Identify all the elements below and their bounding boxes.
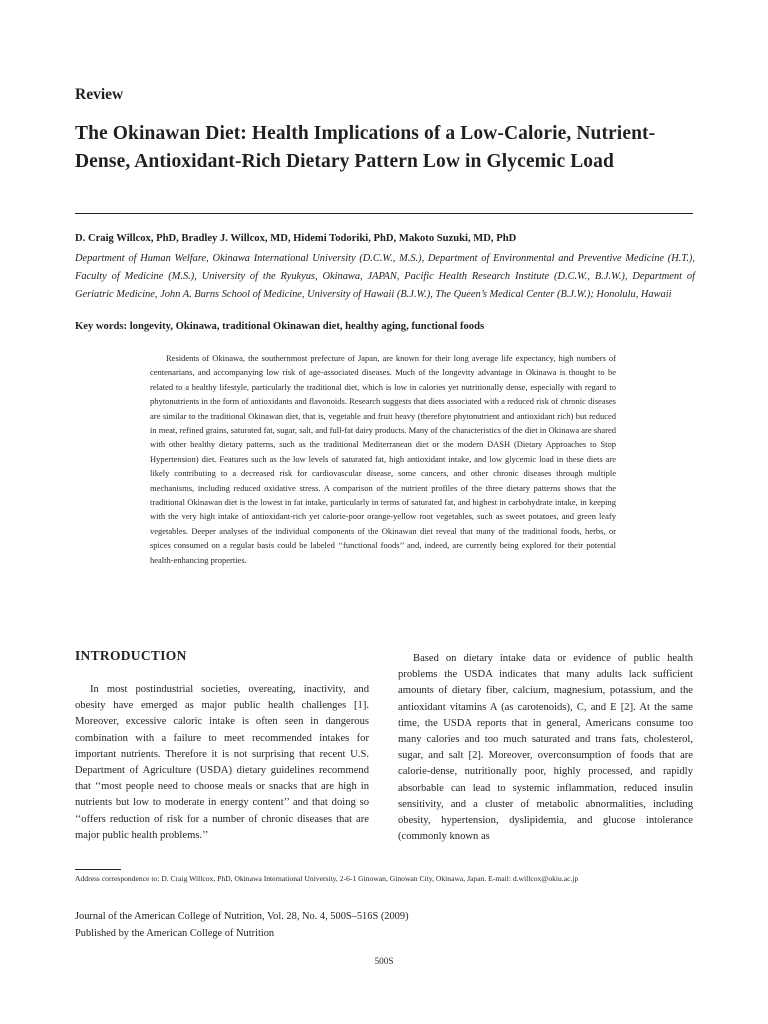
- introduction-paragraph-left: In most postindustrial societies, overeating, inactivity, and obesity have emerged as major public health challenges [1]. Moreover, excessive caloric intake is often seen in dangerous combination with a failure to meet recommended intakes for important nutrients. Therefore it is not surprising that recent U.S. Department of Agriculture (USDA) dietary guidelines recommend that ‘‘most people need to choose meals or snacks that are high in nutrients but low to moderate in energy content’’ and that doing so ‘‘offers reduction of risk for a number of chronic diseases that are major public health problems.’’: [75, 684, 369, 841]
- journal-citation: Journal of the American College of Nutrition, Vol. 28, No. 4, 500S–516S (2009): [75, 911, 409, 922]
- author-list: D. Craig Willcox, PhD, Bradley J. Willcox, MD, Hidemi Todoriki, PhD, Makoto Suzuki, MD, PhD: [75, 233, 517, 244]
- page-number: 500S: [374, 956, 394, 966]
- footnote-divider: [75, 869, 121, 870]
- keywords: Key words: longevity, Okinawa, traditional Okinawan diet, healthy aging, functional foods: [75, 321, 485, 332]
- introduction-paragraph-right: Based on dietary intake data or evidence of public health problems the USDA indicates that many adults lack sufficient amounts of dietary fiber, calcium, magnesium, potassium, and the antioxidant vitamins A (as carotenoids), C, and E [2]. At the same time, the USDA reports that in general, Americans consume too many calories and too much saturated and trans fats, cholesterol, sugar, and salt [2]. Moreover, overconsumption of foods that are calorie-dense, nutritionally poor, highly processed, and rapidly absorbable can lead to systemic inflammation, reduced insulin sensitivity, and a cluster of metabolic abnormalities, including obesity, hypertension, dyslipidemia, and glucose intolerance (commonly known as: [398, 653, 693, 843]
- section-label: Review: [75, 86, 124, 103]
- title-divider: [75, 213, 693, 214]
- abstract: Residents of Okinawa, the southernmost prefecture of Japan, are known for their long average life expectancy, high numbers of centenarians, and accompanying low risk of age-associated diseases. Much of the longevity advantage in Okinawa is thought to be related to a healthy lifestyle, particularly the traditional diet, which is low in calories yet nutritionally dense, especially with regard to phytonutrients in the form of antioxidants and flavonoids. Research suggests that diets associated with a reduced risk of chronic diseases are similar to the traditional Okinawan diet, that is, vegetable and fruit heavy (therefore phytonutrient and antioxidant rich) but reduced in meat, refined grains, saturated fat, sugar, salt, and full-fat dairy products. Many of the characteristics of the diet in Okinawa are shared with other healthy dietary patterns, such as the traditional Mediterranean diet or the modern DASH (Dietary Approaches to Stop Hypertension) diet. Features such as the low levels of saturated fat, high antioxidant intake, and low glycemic load in these diets are likely contributing to a decreased risk for cardiovascular disease, some cancers, and other chronic diseases through multiple mechanisms, including reduced oxidative stress. A comparison of the nutrient profiles of the three dietary patterns shows that the traditional Okinawan diet is the lowest in fat intake, particularly in terms of saturated fat, and highest in carbohydrate intake, in keeping with the very high intake of antioxidant-rich yet calorie-poor orange-yellow root vegetables, such as sweet potatoes, and green leafy vegetables. Deeper analyses of the individual components of the Okinawan diet reveal that many of the traditional foods, herbs, or spices consumed on a regular basis could be labeled ‘‘functional foods’’ and, indeed, are currently being explored for their potential health-enhancing properties.: [150, 353, 616, 565]
- author-affiliations: Department of Human Welfare, Okinawa International University (D.C.W., M.S.), Department of Environmental and Preventive Medicine (H.T.), Faculty of Medicine (M.S.), University of the Ryukyus, Okinawa, JAPAN, Pacific Health Research Institute (D.C.W., B.J.W.), Department of Geriatric Medicine, John A. Burns School of Medicine, University of Hawaii (B.J.W.), The Queen’s Medical Center (B.J.W.); Honolulu, Hawaii: [75, 253, 695, 300]
- right-column: [398, 648, 693, 845]
- article-title: The Okinawan Diet: Health Implications of a Low-Calorie, Nutrient-Dense, Antioxidant-Rich Dietary Pattern Low in Glycemic Load: [75, 123, 656, 172]
- correspondence-footnote: Address correspondence to: D. Craig Willcox, PhD, Okinawa International University, 2-6-1 Ginowan, Ginowan City, Okinawa, Japan. E-mail: d.willcox@okiu.ac.jp: [75, 874, 579, 883]
- introduction-heading: INTRODUCTION: [75, 648, 187, 663]
- journal-info: [75, 909, 695, 942]
- left-column: [75, 648, 369, 844]
- journal-publisher: Published by the American College of Nutrition: [75, 927, 275, 939]
